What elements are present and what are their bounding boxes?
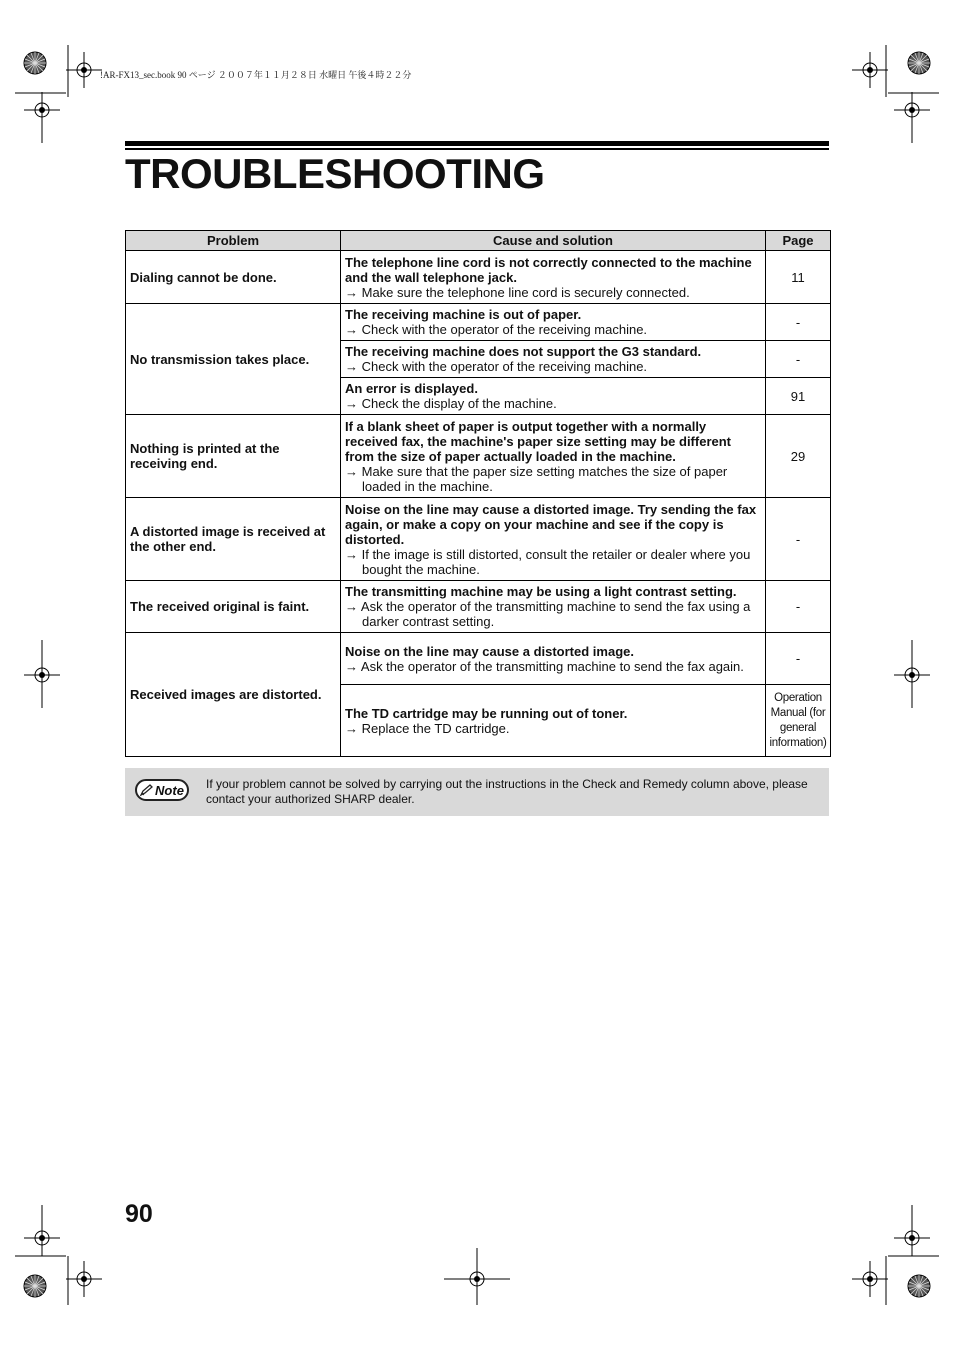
starburst-target-icon <box>908 52 930 74</box>
problem-cell: A distorted image is received at the other end. <box>126 498 341 581</box>
starburst-target-icon <box>908 1275 930 1297</box>
cause-text: The receiving machine does not support the G3 standard. <box>345 344 702 359</box>
table-row <box>126 581 831 633</box>
page-ref-cell: Operation Manual (for general information) <box>766 685 831 757</box>
table-header-row <box>126 231 831 251</box>
problem-cell: Nothing is printed at the receiving end. <box>126 415 341 498</box>
table-row <box>126 633 831 685</box>
registration-mark-icon <box>852 1261 888 1297</box>
solution-text: → Ask the operator of the transmitting machine to send the fax using a darker contrast setting. <box>345 599 751 629</box>
page-ref-cell: 11 <box>766 251 831 304</box>
column-header-page: Page <box>766 231 831 251</box>
cause-text: The telephone line cord is not correctly connected to the machine and the wall telephone jack. <box>345 254 752 285</box>
page-ref-cell: 29 <box>766 415 831 498</box>
solution-text: → Check with the operator of the receiving machine. <box>345 359 648 374</box>
registration-mark-icon <box>66 1261 102 1297</box>
column-header-problem: Problem <box>126 231 341 251</box>
cause-text: If a blank sheet of paper is output together with a normally received fax, the machine's paper size setting may be different from the size of paper actually loaded in the machine. <box>345 418 732 464</box>
problem-cell: No transmission takes place. <box>126 304 341 415</box>
column-header-cause: Cause and solution <box>341 231 766 251</box>
solution-text: → Check the display of the machine. <box>345 396 557 411</box>
solution-text: → Check with the operator of the receiving machine. <box>345 322 648 337</box>
solution-text: → Make sure the telephone line cord is securely connected. <box>345 284 690 300</box>
cause-text: The receiving machine is out of paper. <box>345 307 582 322</box>
note-text: If your problem cannot be solved by carrying out the instructions in the Check and Remedy column above, please contact your authorized SHARP dealer. <box>206 777 808 806</box>
pencil-icon <box>140 784 154 796</box>
starburst-target-icon <box>24 1275 46 1297</box>
note-box <box>125 768 829 816</box>
solution-text: → Replace the TD cartridge. <box>345 720 510 736</box>
cause-cell <box>341 581 766 633</box>
problem-cell: The received original is faint. <box>126 581 341 633</box>
cause-text: Noise on the line may cause a distorted image. <box>345 643 634 659</box>
cause-cell <box>341 378 766 415</box>
solution-text: → Make sure that the paper size setting matches the size of paper loaded in the machine. <box>345 463 728 494</box>
table-row <box>126 251 831 304</box>
solution-text: → If the image is still distorted, consult the retailer or dealer where you bought the machine. <box>345 546 751 577</box>
registration-mark-icon <box>66 52 102 88</box>
cause-cell <box>341 415 766 498</box>
page-ref-cell: 91 <box>766 378 831 415</box>
print-header-meta: !AR-FX13_sec.book 90 ページ ２００７年１１月２８日 水曜日 午後４時２２分 <box>100 70 412 80</box>
cause-cell <box>341 251 766 304</box>
title-rule-thick <box>125 141 829 146</box>
cause-cell <box>341 341 766 378</box>
cause-text: The TD cartridge may be running out of toner. <box>345 705 628 721</box>
page-ref-cell: - <box>766 341 831 378</box>
cause-text: Noise on the line may cause a distorted image. Try sending the fax again, or make a copy on your machine and see if the copy is distorted. <box>345 501 757 547</box>
note-badge <box>135 779 189 801</box>
cause-text: The transmitting machine may be using a light contrast setting. <box>345 584 737 599</box>
cause-cell <box>341 685 766 757</box>
page-ref-cell: - <box>766 581 831 633</box>
starburst-target-icon <box>24 52 46 74</box>
page-ref-cell: - <box>766 498 831 581</box>
cause-cell <box>341 633 766 685</box>
registration-mark-icon <box>852 52 888 88</box>
page-number: 90 <box>125 1200 153 1228</box>
table-row <box>126 415 831 498</box>
table-row <box>126 304 831 341</box>
page-title: TROUBLESHOOTING <box>125 150 545 197</box>
solution-text: → Ask the operator of the transmitting machine to send the fax again. <box>345 658 744 674</box>
cause-cell <box>341 304 766 341</box>
table-row <box>126 498 831 581</box>
cause-text: An error is displayed. <box>345 381 478 396</box>
page-ref-cell: - <box>766 633 831 685</box>
troubleshooting-table <box>125 230 831 757</box>
note-badge-label: Note <box>155 782 184 798</box>
problem-cell: Received images are distorted. <box>126 633 341 757</box>
problem-cell: Dialing cannot be done. <box>126 251 341 304</box>
cause-cell <box>341 498 766 581</box>
page-ref-cell: - <box>766 304 831 341</box>
